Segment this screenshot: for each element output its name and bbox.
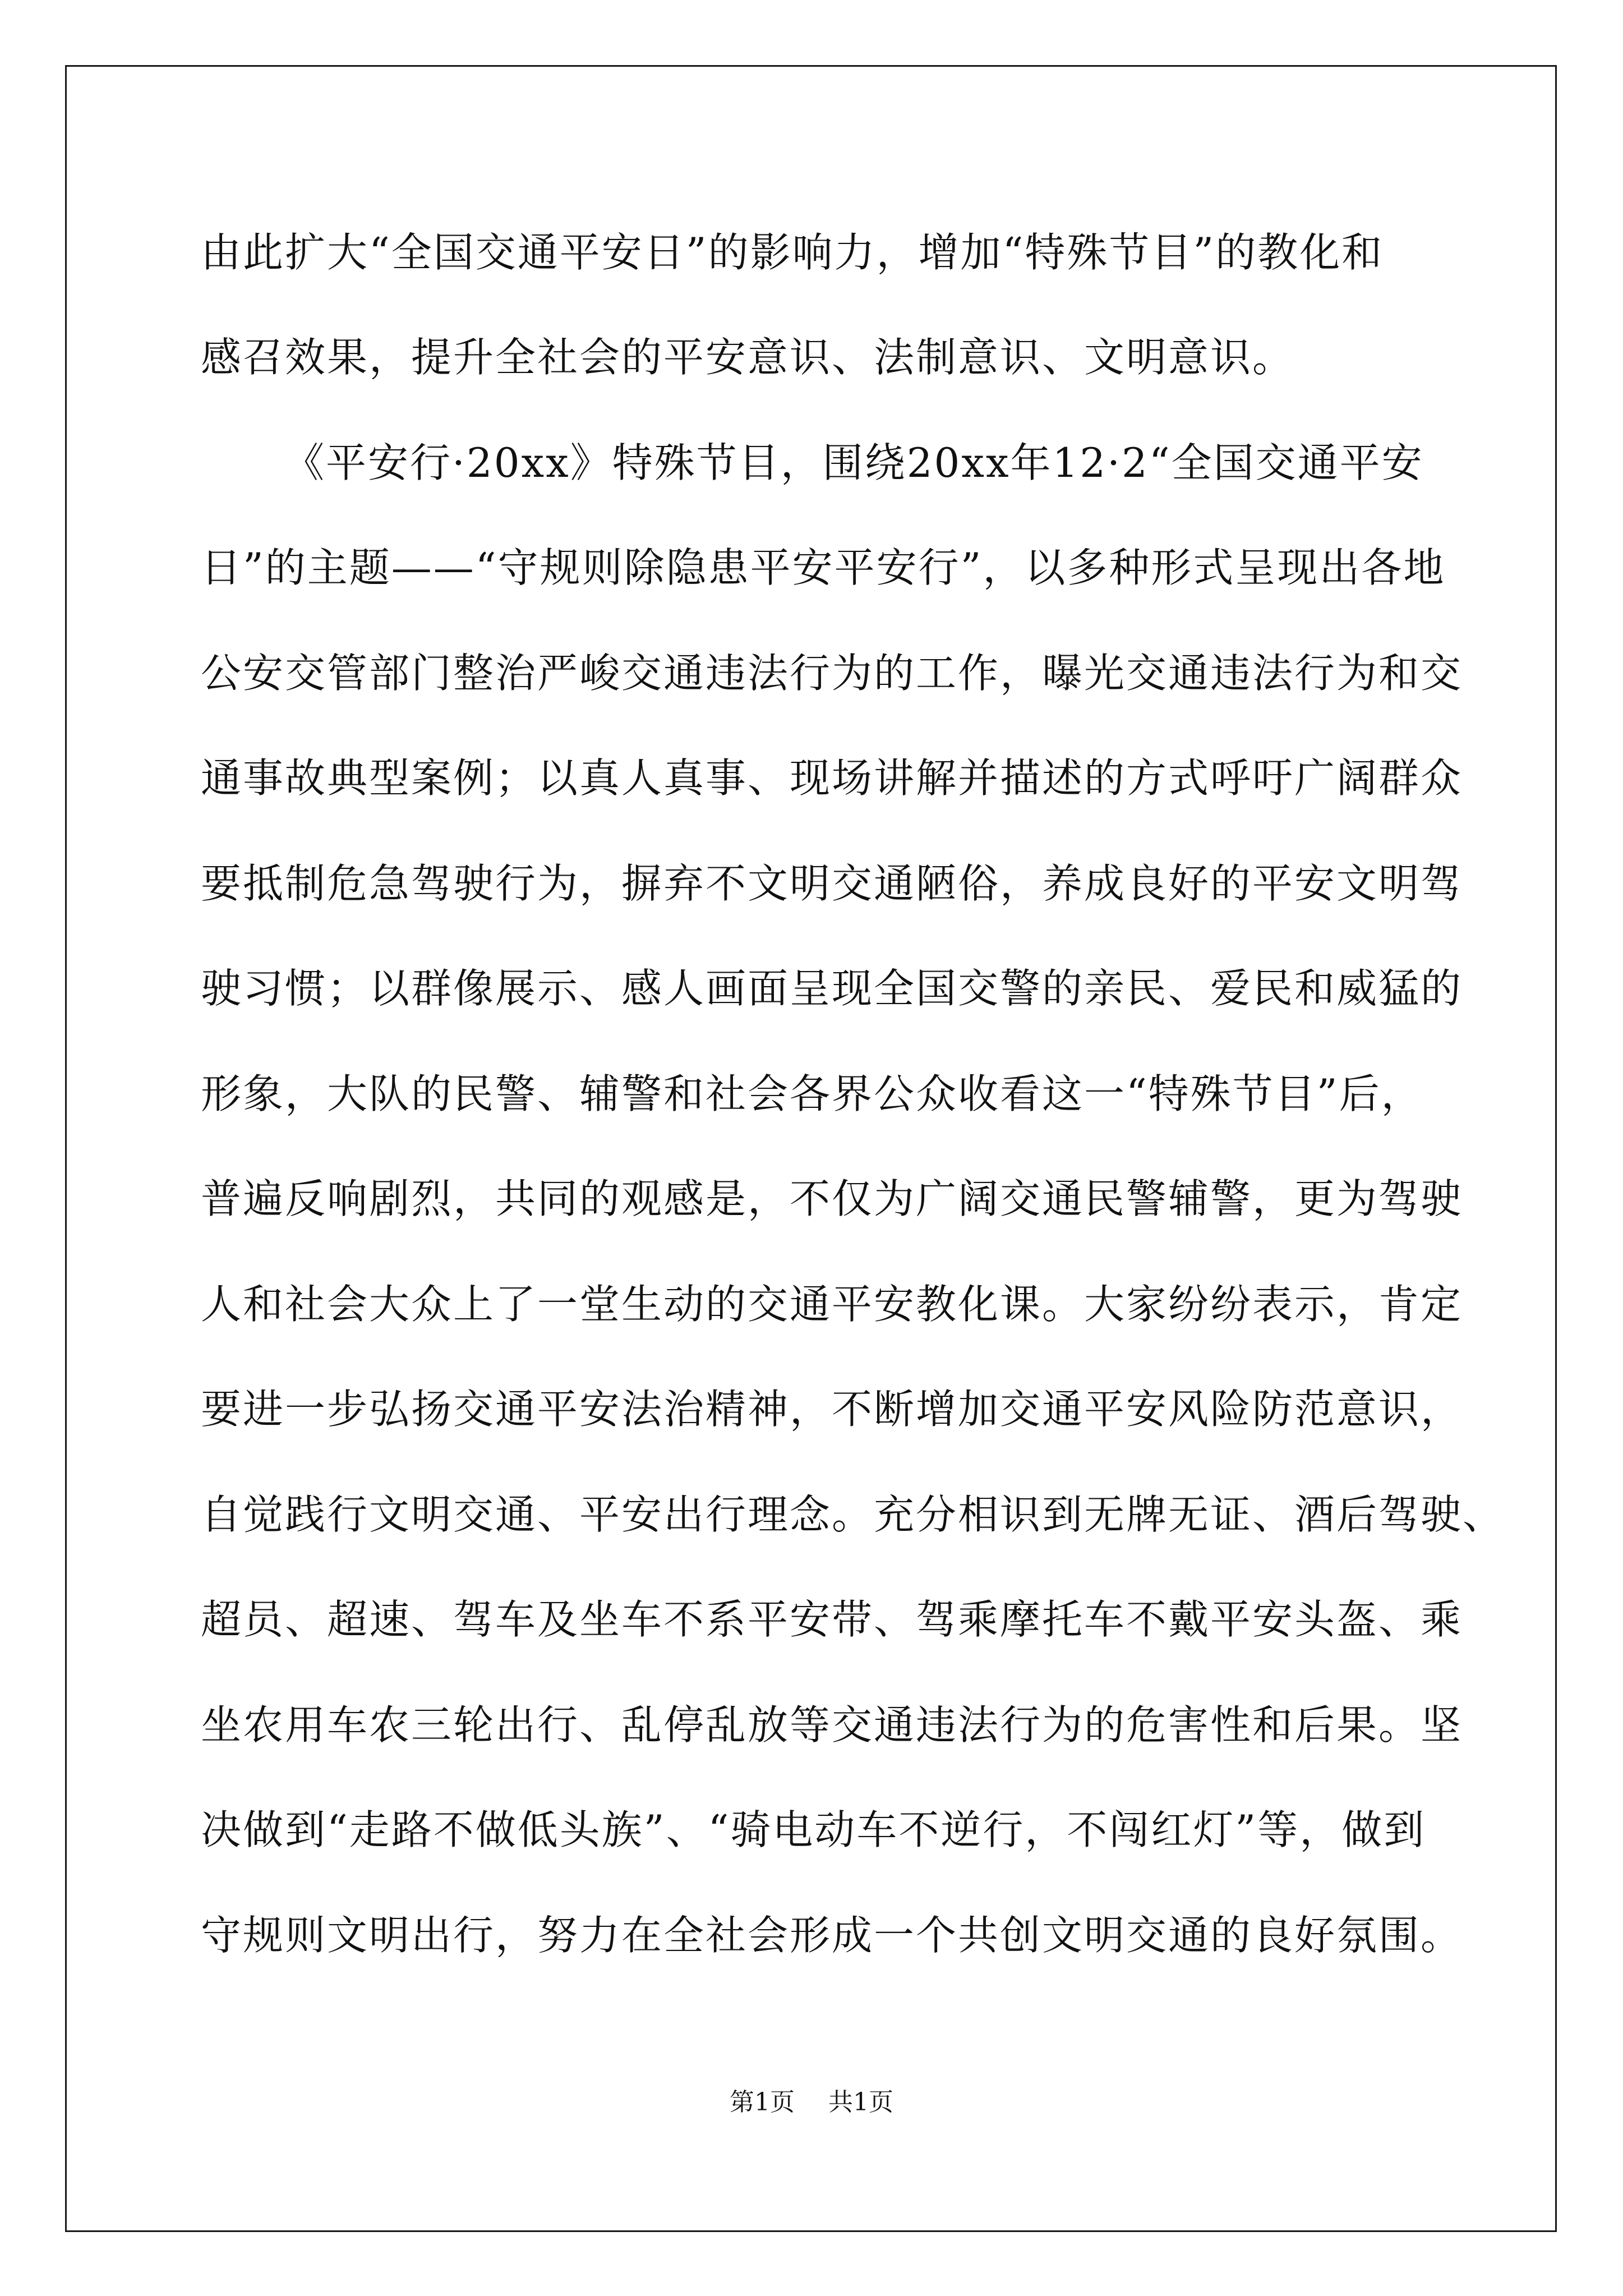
- text-line: 要进一步弘扬交通平安法治精神，不断增加交通平安风险防范意识，: [201, 1386, 1463, 1433]
- text-line: 要抵制危急驾驶行为，摒弃不文明交通陋俗，养成良好的平安文明驾: [201, 860, 1463, 907]
- text-line: 驶习惯；以群像展示、感人画面呈现全国交警的亲民、爱民和威猛的: [201, 965, 1463, 1012]
- page-total: 共1页: [828, 2088, 893, 2116]
- text-line: 普遍反响剧烈，共同的观感是，不仅为广阔交通民警辅警，更为驾驶: [201, 1175, 1463, 1222]
- text-line: 公安交管部门整治严峻交通违法行为的工作，曝光交通违法行为和交: [201, 650, 1463, 697]
- page-footer: [0, 2086, 1623, 2119]
- text-line: 感召效果，提升全社会的平安意识、法制意识、文明意识。: [201, 334, 1295, 381]
- text-line: 《平安行·20xx》特殊节目，围绕20xx年12·2“全国交通平安: [284, 439, 1424, 486]
- text-line: 形象，大队的民警、辅警和社会各界公众收看这一“特殊节目”后，: [201, 1070, 1423, 1117]
- text-line: 超员、超速、驾车及坐车不系平安带、驾乘摩托车不戴平安头盔、乘: [201, 1596, 1463, 1643]
- text-line: 守规则文明出行，努力在全社会形成一个共创文明交通的良好氛围。: [201, 1912, 1463, 1959]
- page-number: 第1页: [730, 2088, 795, 2116]
- text-line: 通事故典型案例；以真人真事、现场讲解并描述的方式呼吁广阔群众: [201, 754, 1463, 802]
- text-line: 日”的主题——“守规则除隐患平安平安行”，以多种形式呈现出各地: [201, 544, 1446, 591]
- text-line: 决做到“走路不做低头族”、“骑电动车不逆行，不闯红灯”等，做到: [201, 1806, 1426, 1853]
- text-line: 坐农用车农三轮出行、乱停乱放等交通违法行为的危害性和后果。坚: [201, 1701, 1463, 1749]
- text-line: 自觉践行文明交通、平安出行理念。充分相识到无牌无证、酒后驾驶、: [201, 1491, 1505, 1538]
- text-line: 由此扩大“全国交通平安日”的影响力，增加“特殊节目”的教化和: [201, 229, 1384, 276]
- text-line: 人和社会大众上了一堂生动的交通平安教化课。大家纷纷表示，肯定: [201, 1281, 1463, 1328]
